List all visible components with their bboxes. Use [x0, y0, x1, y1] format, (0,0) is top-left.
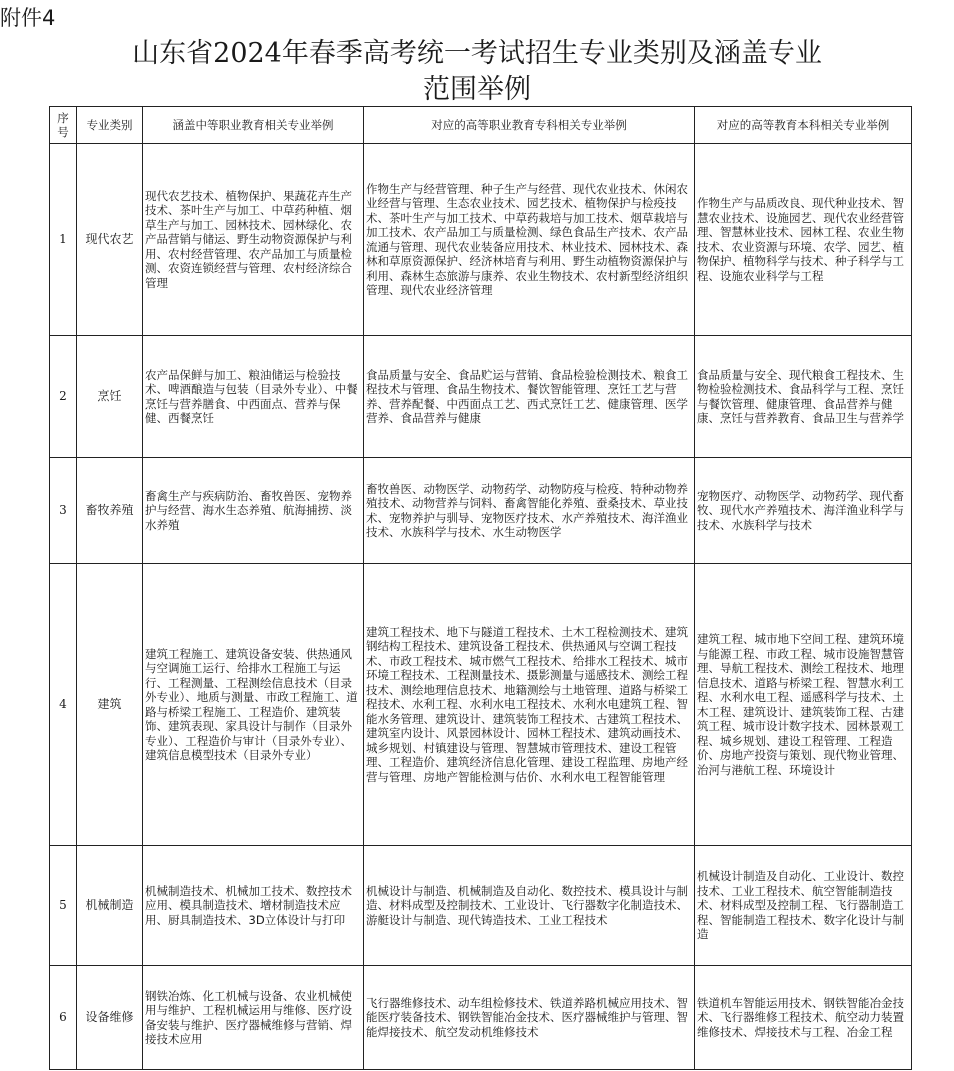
row-undergrad-majors: 宠物医疗、动物医学、动物药学、现代畜牧、现代水产养殖技术、海洋渔业科学与技术、水族科学与技术 — [695, 458, 912, 564]
row-secondary-majors: 机械制造技术、机械加工技术、数控技术应用、模具制造技术、增材制造技术应用、厨具制造技术、3D立体设计与打印 — [143, 846, 364, 966]
row-vocational-majors: 作物生产与经营管理、种子生产与经营、现代农业技术、休闲农业经营与管理、生态农业技术、园艺技术、植物保护与检疫技术、茶叶生产与加工技术、中草药栽培与加工技术、烟草栽培与加工技术、农产品加工与质量检测、绿色食品生产技术、农产品流通与管理、现代农业装备应用技术、林业技术、园林技术、森林和草原资源保护、经济林培育与利用、野生动植物资源保护与利用、森林生态旅游与康养、农业生物技术、农村新型经济组织管理、现代农业经济管理 — [364, 144, 695, 336]
row-vocational-majors: 飞行器维修技术、动车组检修技术、铁道养路机械应用技术、智能医疗装备技术、钢铁智能冶金技术、医疗器械维护与管理、智能焊接技术、航空发动机维修技术 — [364, 966, 695, 1070]
row-category: 机械制造 — [77, 846, 143, 966]
table-row — [50, 144, 912, 336]
attachment-label: 附件4 — [0, 6, 56, 30]
title-line-1: 山东省2024年春季高考统一考试招生专业类别及涵盖专业 — [132, 38, 822, 69]
header-category: 专业类别 — [77, 107, 143, 144]
row-secondary-majors: 建筑工程施工、建筑设备安装、供热通风与空调施工运行、给排水工程施工与运行、工程测量、工程测绘信息技术（目录外专业）、地质与测量、市政工程施工、道路与桥梁工程施工、工程造价、建筑装饰、建筑表现、家具设计与制作（目录外专业）、工程造价与审计（目录外专业）、建筑信息模型技术（目录外专业） — [143, 564, 364, 846]
row-category: 设备维修 — [77, 966, 143, 1070]
row-number: 3 — [50, 458, 77, 564]
table-row — [50, 564, 912, 846]
row-undergrad-majors: 食品质量与安全、现代粮食工程技术、生物检验检测技术、食品科学与工程、烹饪与餐饮管理、健康管理、食品营养与健康、烹饪与营养教育、食品卫生与营养学 — [695, 336, 912, 458]
row-undergrad-majors: 铁道机车智能运用技术、钢铁智能冶金技术、飞行器维修工程技术、航空动力装置维修技术、焊接技术与工程、冶金工程 — [695, 966, 912, 1070]
table-row — [50, 458, 912, 564]
row-category: 现代农艺 — [77, 144, 143, 336]
row-vocational-majors: 畜牧兽医、动物医学、动物药学、动物防疫与检疫、特种动物养殖技术、动物营养与饲料、畜禽智能化养殖、蚕桑技术、草业技术、宠物养护与驯导、宠物医疗技术、水产养殖技术、海洋渔业技术、水族科学与技术、水生动物医学 — [364, 458, 695, 564]
row-vocational-majors: 机械设计与制造、机械制造及自动化、数控技术、模具设计与制造、材料成型及控制技术、工业设计、飞行器数字化制造技术、游艇设计与制造、现代铸造技术、工业工程技术 — [364, 846, 695, 966]
row-secondary-majors: 现代农艺技术、植物保护、果蔬花卉生产技术、茶叶生产与加工、中草药种植、烟草生产与加工、园林技术、园林绿化、农产品营销与储运、野生动物资源保护与利用、农村经营管理、农产品加工与质量检测、农资连锁经营与管理、农村经济综合管理 — [143, 144, 364, 336]
table-row — [50, 966, 912, 1070]
row-undergrad-majors: 建筑工程、城市地下空间工程、建筑环境与能源工程、市政工程、城市设施智慧管理、导航工程技术、测绘工程技术、地理信息技术、道路与桥梁工程、智慧水利工程、水利水电工程、遥感科学与技术、土木工程、建筑设计、建筑装饰工程、古建筑工程、城市设计数字技术、园林景观工程、城乡规划、建设工程管理、工程造价、房地产投资与策划、现代物业管理、治河与港航工程、环境设计 — [695, 564, 912, 846]
header-secondary: 涵盖中等职业教育相关专业举例 — [143, 107, 364, 144]
row-vocational-majors: 食品质量与安全、食品贮运与营销、食品检验检测技术、粮食工程技术与管理、食品生物技术、餐饮智能管理、烹饪工艺与营养、营养配餐、中西面点工艺、西式烹饪工艺、健康管理、医学营养、食品营养与健康 — [364, 336, 695, 458]
title-line-2: 范围举例 — [423, 74, 531, 105]
header-no: 序号 — [50, 107, 77, 144]
row-number: 2 — [50, 336, 77, 458]
row-number: 5 — [50, 846, 77, 966]
row-secondary-majors: 畜禽生产与疾病防治、畜牧兽医、宠物养护与经营、海水生态养殖、航海捕捞、淡水养殖 — [143, 458, 364, 564]
row-vocational-majors: 建筑工程技术、地下与隧道工程技术、土木工程检测技术、建筑钢结构工程技术、建筑设备工程技术、供热通风与空调工程技术、市政工程技术、城市燃气工程技术、给排水工程技术、城市环境工程技术、工程测量技术、摄影测量与遥感技术、测绘工程技术、测绘地理信息技术、地籍测绘与土地管理、道路与桥梁工程技术、水利工程、水利水电工程技术、水利水电建筑工程、智能水务管理、建筑设计、建筑装饰工程技术、古建筑工程技术、建筑室内设计、风景园林设计、园林工程技术、建筑动画技术、城乡规划、村镇建设与管理、智慧城市管理技术、建设工程管理、工程造价、建筑经济信息化管理、建设工程监理、房地产经营与管理、房地产智能检测与估价、水利水电工程智能管理 — [364, 564, 695, 846]
major-category-table — [49, 106, 912, 1070]
row-undergrad-majors: 作物生产与品质改良、现代种业技术、智慧农业技术、设施园艺、现代农业经营管理、智慧林业技术、园林工程、农业生物技术、农业资源与环境、农学、园艺、植物保护、植物科学与技术、种子科学与工程、设施农业科学与工程 — [695, 144, 912, 336]
row-category: 烹饪 — [77, 336, 143, 458]
page-title — [0, 36, 954, 108]
row-category: 建筑 — [77, 564, 143, 846]
row-category: 畜牧养殖 — [77, 458, 143, 564]
row-number: 1 — [50, 144, 77, 336]
row-undergrad-majors: 机械设计制造及自动化、工业设计、数控技术、工业工程技术、航空智能制造技术、材料成型及控制工程、飞行器制造工程、智能制造工程技术、数字化设计与制造 — [695, 846, 912, 966]
header-vocational: 对应的高等职业教育专科相关专业举例 — [364, 107, 695, 144]
table-header-row — [50, 107, 912, 144]
row-number: 4 — [50, 564, 77, 846]
row-secondary-majors: 钢铁冶炼、化工机械与设备、农业机械使用与维护、工程机械运用与维修、医疗设备安装与维护、医疗器械维修与营销、焊接技术应用 — [143, 966, 364, 1070]
header-undergrad: 对应的高等教育本科相关专业举例 — [695, 107, 912, 144]
table-row — [50, 846, 912, 966]
row-number: 6 — [50, 966, 77, 1070]
row-secondary-majors: 农产品保鲜与加工、粮油储运与检验技术、啤酒酿造与包装（目录外专业）、中餐烹饪与营养膳食、中西面点、营养与保健、西餐烹饪 — [143, 336, 364, 458]
table-row — [50, 336, 912, 458]
